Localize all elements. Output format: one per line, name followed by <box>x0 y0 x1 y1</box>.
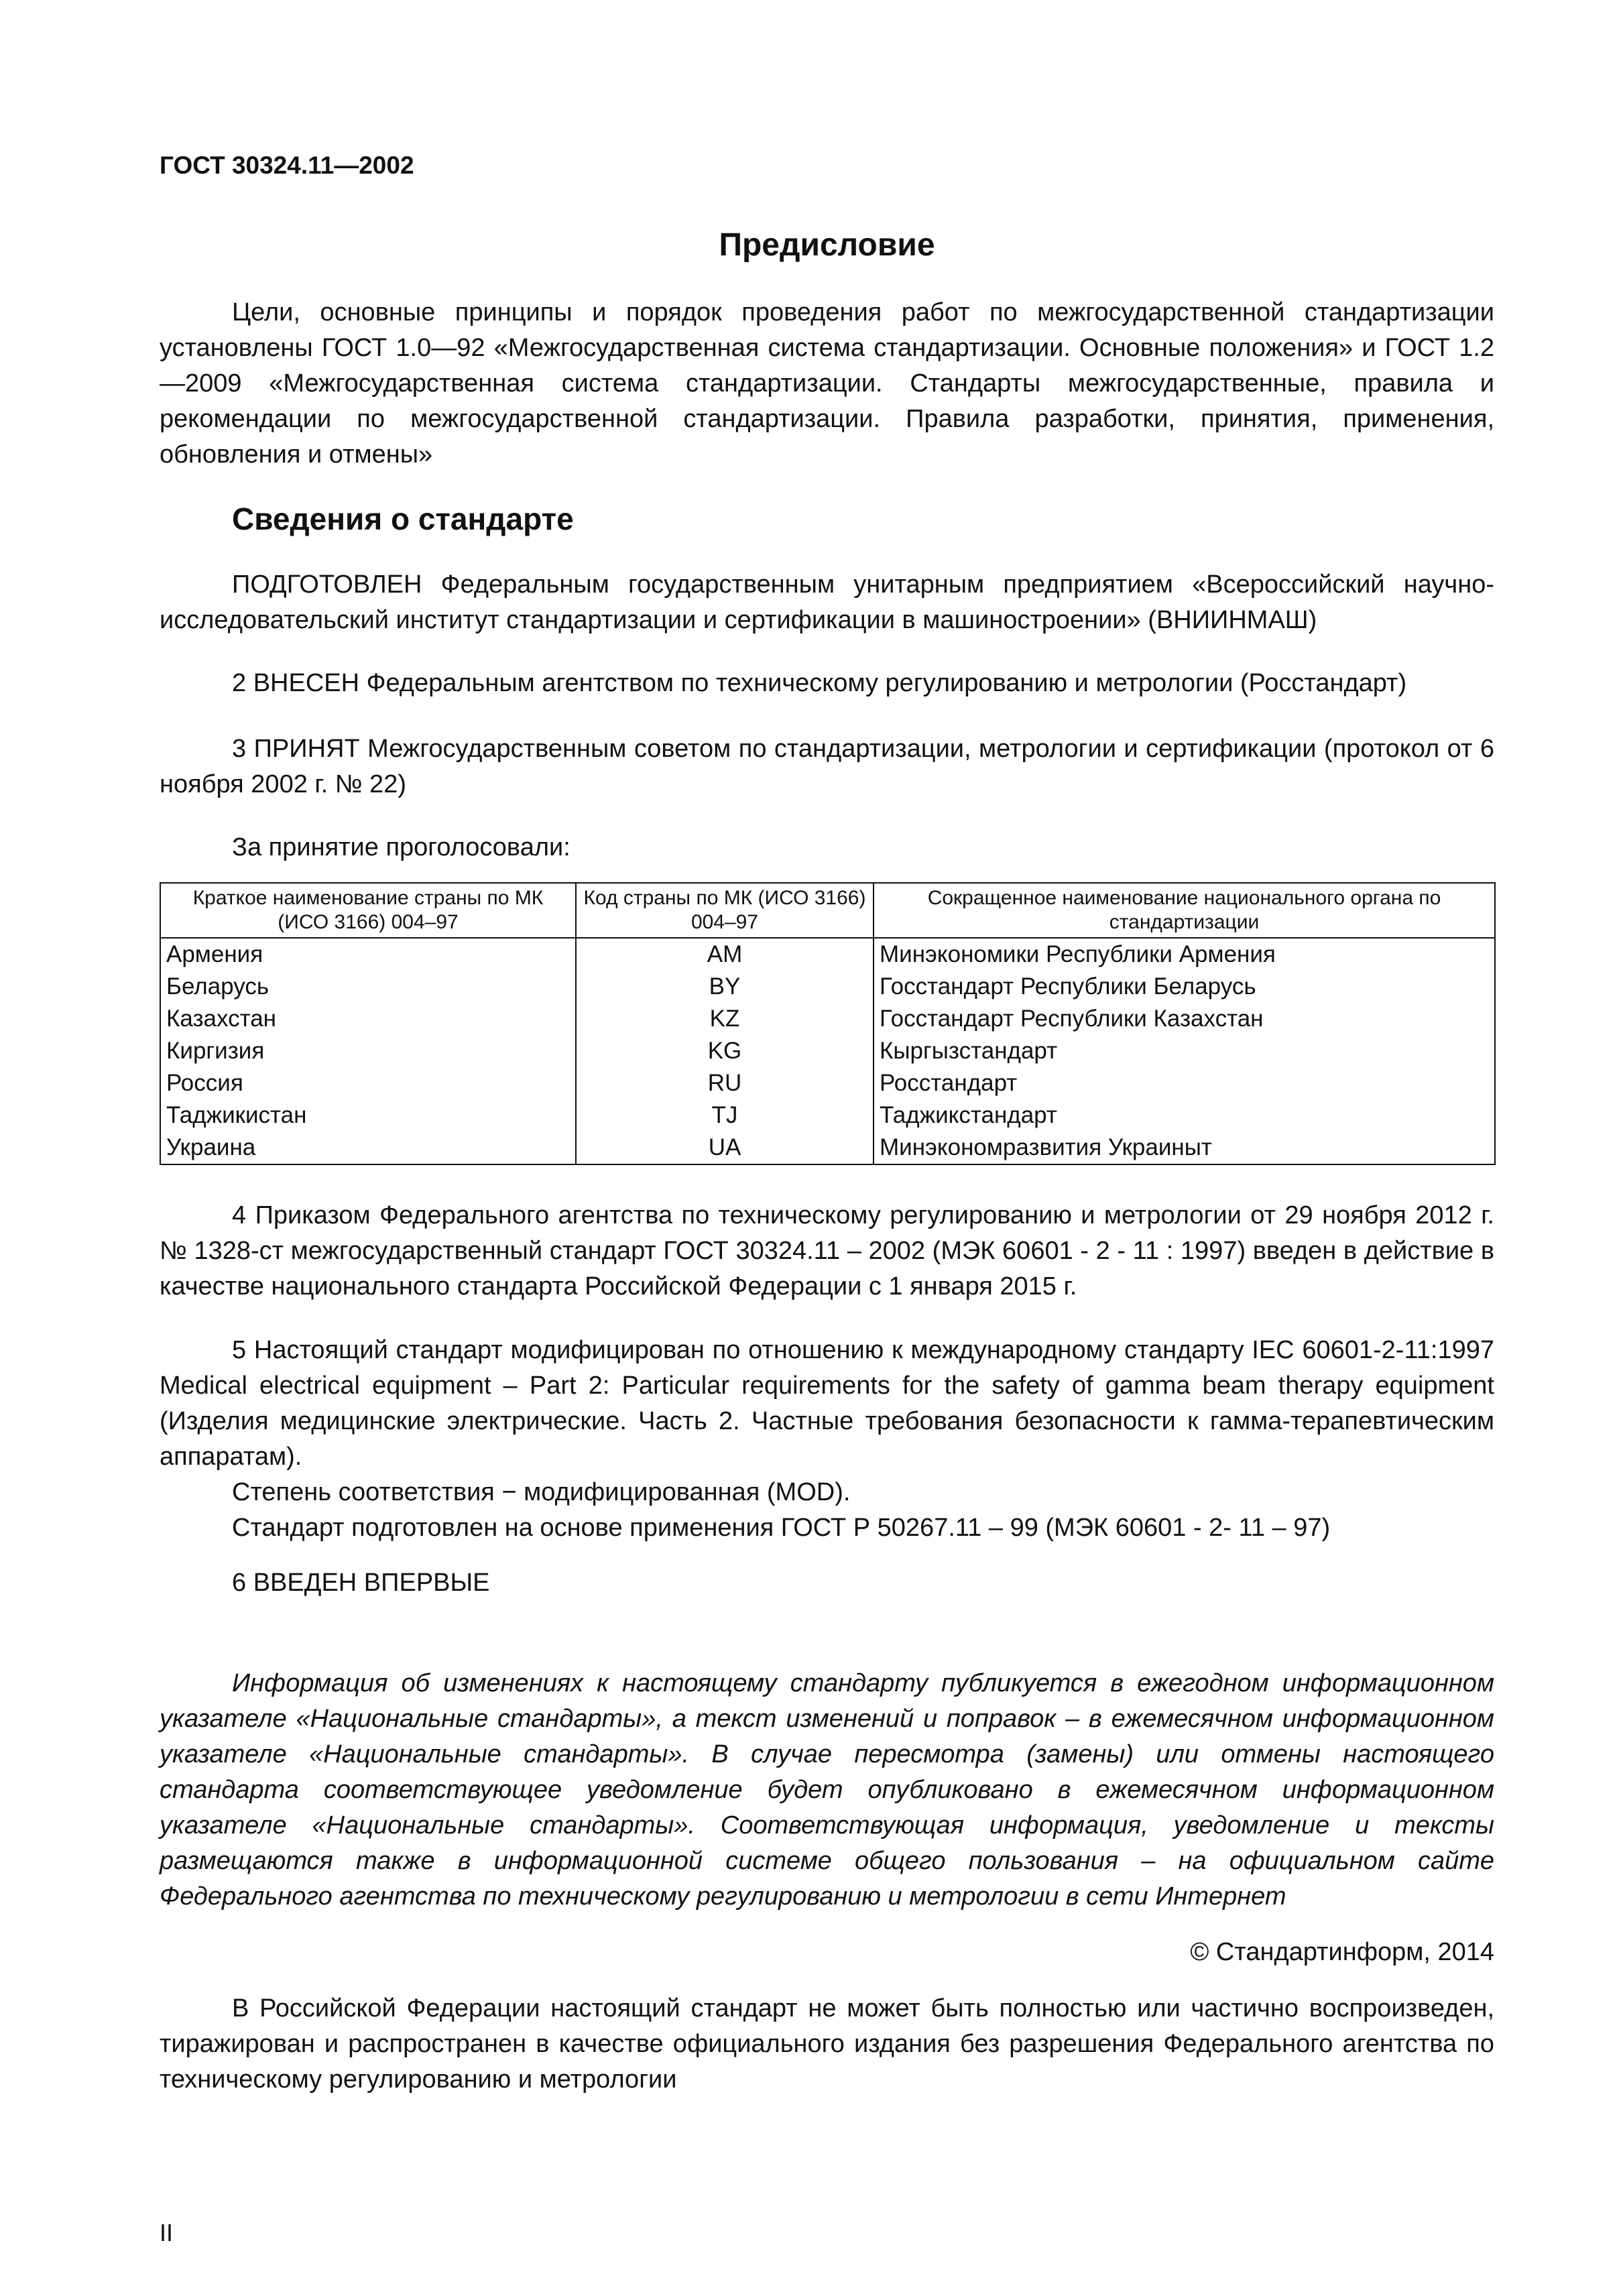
document-code: ГОСТ 30324.11—2002 <box>160 152 414 179</box>
item-modified-group <box>160 1333 1494 1546</box>
country-code: TJ <box>576 1099 874 1132</box>
foreword-title: Предисловие <box>719 227 935 263</box>
table-header-cell: Сокращенное наименование национального органа по стандартизации <box>874 883 1495 938</box>
item-introduced: 2 ВНЕСЕН Федеральным агентством по техническому регулированию и метрологии (Росстандарт) <box>232 669 1407 697</box>
page-number: II <box>160 2219 174 2246</box>
standard-info-title: Сведения о стандарте <box>232 501 574 536</box>
item-introduced-first: 6 ВВЕДЕН ВПЕРВЫЕ <box>232 1569 490 1597</box>
table-row <box>160 1099 1495 1132</box>
country-name: Армения <box>160 938 576 971</box>
table-header-cell: Код страны по МК (ИСО 3166) 004–97 <box>576 883 874 938</box>
standards-body: Госстандарт Республики Беларусь <box>874 971 1495 1003</box>
country-name: Украина <box>160 1132 576 1164</box>
standards-body: Минэкономразвития Украиныт <box>874 1132 1495 1164</box>
standards-body: Госстандарт Республики Казахстан <box>874 1003 1495 1035</box>
table-row <box>160 1035 1495 1067</box>
country-code: KG <box>576 1035 874 1067</box>
country-name: Казахстан <box>160 1003 576 1035</box>
country-name: Россия <box>160 1067 576 1099</box>
notice-text: Информация об изменениях к настоящему стандарту публикуется в ежегодном информационном указателе «Национальные стандарты», а текст изменений и поправок – в ежемесячном информационном указателе «Национальные стандарты». В случае пересмотра (замены) или отмены настоящего стандарта соответствующее уведомление будет опубликовано в ежемесячном информационном указателе «Национальные стандарты». Соответствующая информация, уведомление и тексты размещаются также в информационной системе общего пользования – на официальном сайте Федерального агентства по техническому регулированию и метрологии в сети Интернет <box>160 1669 1494 1911</box>
table-row <box>160 1003 1495 1035</box>
country-code: BY <box>576 971 874 1003</box>
country-code: KZ <box>576 1003 874 1035</box>
table-row <box>160 1132 1495 1164</box>
item-degree: Степень соответствия − модифицированная (MOD). <box>232 1478 851 1506</box>
vote-intro: За принятие проголосовали: <box>232 833 570 861</box>
foreword-text: Цели, основные принципы и порядок проведения работ по межгосударственной стандартизации установлены ГОСТ 1.0—92 «Межгосударственная система стандартизации. Основные положения» и ГОСТ 1.2—2009 «Межгосударственная система стандартизации. Стандарты межгосударственные, правила и рекомендации по межгосударственной стандартизации. Правила разработки, принятия, применения, обновления и отмены» <box>160 298 1494 469</box>
reproduction-notice: В Российской Федерации настоящий стандарт не может быть полностью или частично воспроизведен, тиражирован и распространен в качестве официального издания без разрешения Федерального агентства по техническому регулированию и метрологии <box>160 1994 1494 2094</box>
copyright: © Стандартинформ, 2014 <box>1190 1938 1494 1966</box>
country-name: Беларусь <box>160 971 576 1003</box>
standards-body: Росстандарт <box>874 1067 1495 1099</box>
table-header-row <box>160 883 1495 938</box>
country-code: RU <box>576 1067 874 1099</box>
table-row <box>160 938 1495 971</box>
item-basis: Стандарт подготовлен на основе применения ГОСТ Р 50267.11 – 99 (МЭК 60601 - 2- 11 – 97) <box>232 1514 1331 1542</box>
item-enacted: 4 Приказом Федерального агентства по техническому регулированию и метрологии от 29 ноября 2012 г. № 1328-ст межгосударственный стандарт ГОСТ 30324.11 – 2002 (МЭК 60601 - 2 - 11 : 1997) введен в действие в качестве национального стандарта Российской Федерации с 1 января 2015 г. <box>160 1201 1494 1301</box>
item-modified: 5 Настоящий стандарт модифицирован по отношению к международному стандарту IEC 60601-2-11:1997 Medical electrical equipment – Part 2: Particular requirements for the safety of gamma beam therapy equipment (Изделия медицинские электрические. Часть 2. Частные требования безопасности к гамма-терапевтическим аппаратам). <box>160 1336 1494 1471</box>
country-name: Таджикистан <box>160 1099 576 1132</box>
item-prepared: ПОДГОТОВЛЕН Федеральным государственным унитарным предприятием «Всероссийский научно-исследовательский институт стандартизации и сертификации в машиностроении» (ВНИИНМАШ) <box>160 570 1494 634</box>
country-name: Киргизия <box>160 1035 576 1067</box>
table-row <box>160 971 1495 1003</box>
standards-body: Кыргызстандарт <box>874 1035 1495 1067</box>
standards-body: Таджикстандарт <box>874 1099 1495 1132</box>
table-row <box>160 1067 1495 1099</box>
table-header-cell: Краткое наименование страны по МК (ИСО 3166) 004–97 <box>160 883 576 938</box>
country-code: UA <box>576 1132 874 1164</box>
country-code: AM <box>576 938 874 971</box>
item-adopted: 3 ПРИНЯТ Межгосударственным советом по стандартизации, метрологии и сертификации (протокол от 6 ноября 2002 г. № 22) <box>160 735 1494 798</box>
standards-body: Минэкономики Республики Армения <box>874 938 1495 971</box>
voting-table <box>160 882 1496 1165</box>
